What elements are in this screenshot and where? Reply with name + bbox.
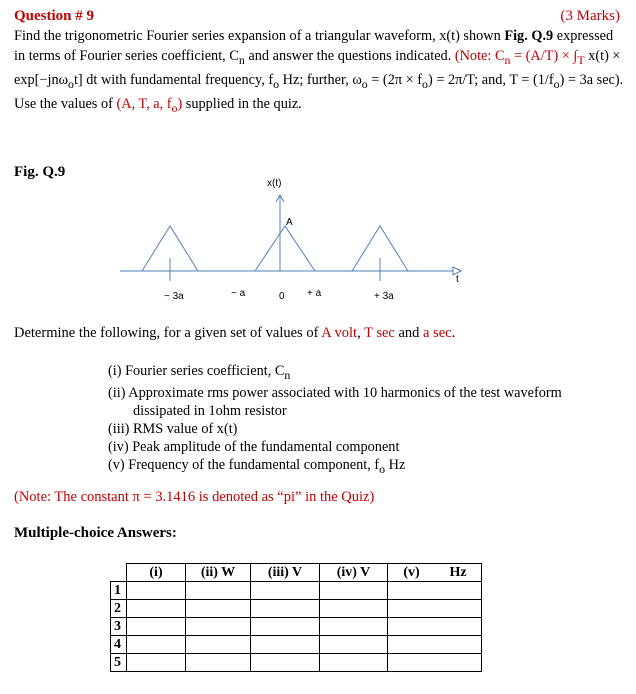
header-iv: (iv) V bbox=[320, 564, 388, 582]
item-iv: (iv) Peak amplitude of the fundamental component bbox=[108, 438, 400, 455]
item-ii-cont: dissipated in 1ohm resistor bbox=[133, 402, 287, 419]
peak-label: A bbox=[286, 217, 293, 228]
header-i: (i) bbox=[127, 564, 186, 582]
answers-table bbox=[110, 563, 482, 672]
tick-label-plus-3a: + 3a bbox=[374, 291, 394, 302]
fig-ref: Fig. Q.9 bbox=[504, 28, 554, 44]
tick-label-zero: 0 bbox=[279, 291, 285, 302]
tick-label-plus-a: + a bbox=[307, 288, 322, 299]
tick-label-minus-3a: − 3a bbox=[164, 291, 184, 302]
waveform-figure bbox=[110, 168, 470, 308]
header-hz: Hz bbox=[435, 564, 482, 582]
answers-title: Multiple-choice Answers: bbox=[14, 525, 177, 541]
table-row: 5 bbox=[111, 654, 482, 672]
header-iii: (iii) V bbox=[251, 564, 320, 582]
item-i: (i) Fourier series coefficient, $C_n$ bbox=[108, 363, 291, 382]
question-items bbox=[108, 362, 618, 478]
table-row: 1 bbox=[111, 582, 482, 600]
table-row: 2 bbox=[111, 600, 482, 618]
table-row: 4 bbox=[111, 636, 482, 654]
table-row: 3 bbox=[111, 618, 482, 636]
pi-note: (Note: The constant π = 3.1416 is denoted as “pi” in the Quiz) bbox=[14, 489, 375, 505]
y-axis-label: x(t) bbox=[267, 178, 282, 189]
triangle-center bbox=[255, 226, 315, 271]
header-v: (v) bbox=[388, 564, 436, 582]
question-title: Question # 9 bbox=[14, 8, 95, 24]
item-v: (v) Frequency of the fundamental component, $f_o$ Hz bbox=[108, 456, 406, 476]
tick-label-minus-a: − a bbox=[231, 288, 246, 299]
header-ii: (ii) W bbox=[186, 564, 251, 582]
item-ii: (ii) Approximate rms power associated with 10 harmonics of the test waveform bbox=[108, 384, 562, 401]
figure-label: Fig. Q.9 bbox=[14, 164, 66, 180]
question-marks: (3 Marks) bbox=[560, 8, 620, 24]
item-iii: (iii) RMS value of x(t) bbox=[108, 420, 238, 437]
answers-header-row bbox=[111, 564, 482, 582]
question-text: Find the trigonometric Fourier series expansion of a triangular waveform, x(t) shown Fig. Q.9 expressed in terms of Fourier series coefficient, $C_n$ and answer the questions indicated. (Note: $C_n = (A/T) \times \int_T$ x(t) × exp[−jnω$_o$t] dt with fundamental frequency, $f_o$ Hz; further, $\omega_o = (2\pi \times f_o) = 2\pi/T$; and, $T = (1/f_o) = 3a$ sec). Use the values of (A, T, a, $f_o$) supplied in the quiz. bbox=[14, 28, 624, 115]
determine-text: Determine the following, for a given set of values of A volt, T sec and a sec. bbox=[14, 325, 456, 341]
x-axis-label: t bbox=[456, 274, 459, 285]
